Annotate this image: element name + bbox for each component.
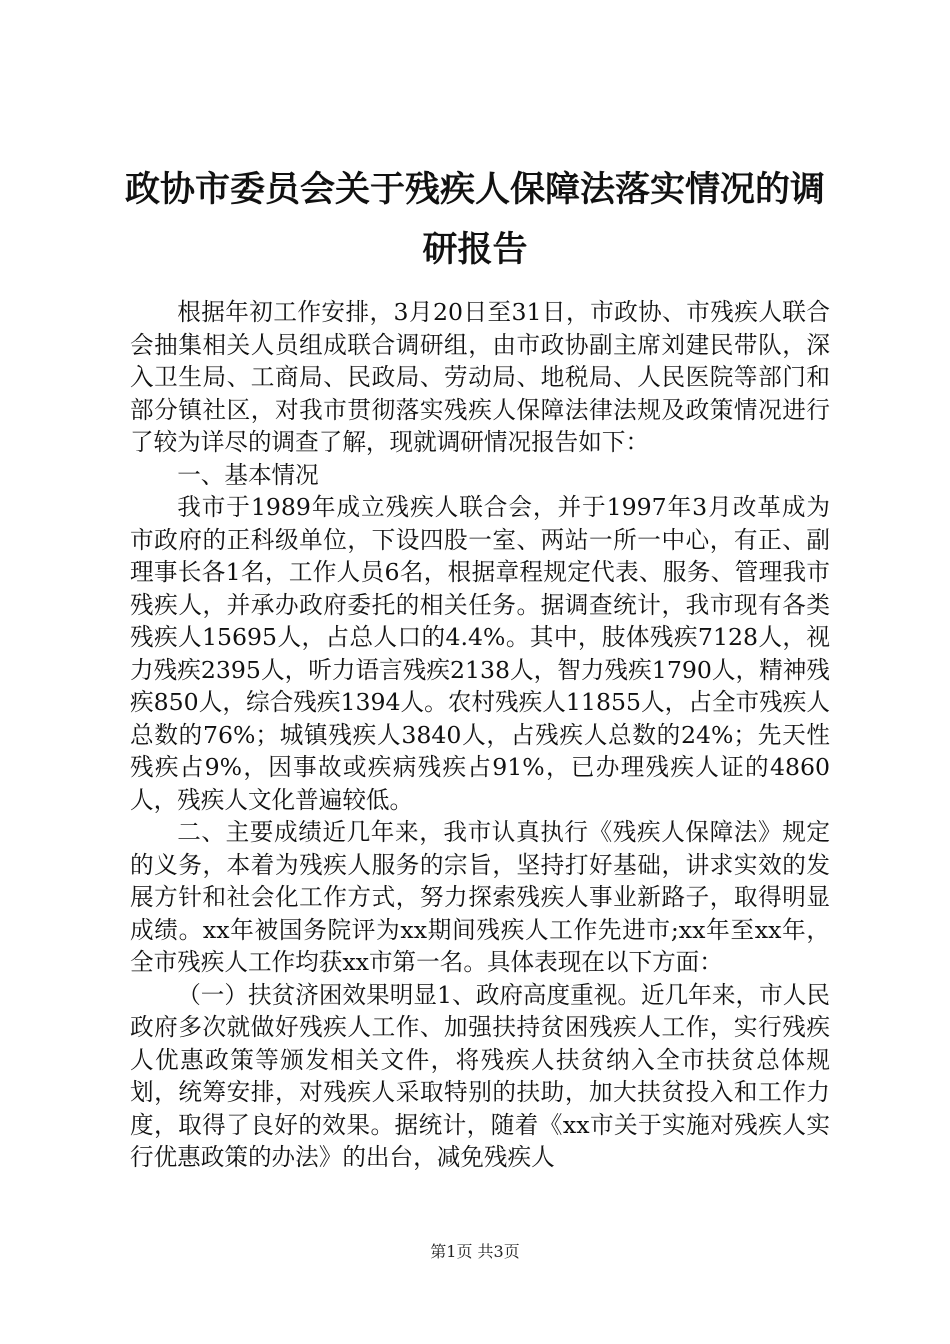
document-title: 政协市委员会关于残疾人保障法落实情况的调研报告 [124, 169, 825, 270]
section-heading-basic: 一、基本情况 [177, 460, 319, 489]
paragraph-basic-situation: 我市于1989年成立残疾人联合会，并于1997年3月改革成为市政府的正科级单位，下设四股一室、两站一所一中心，有正、副理事长各1名，工作人员6名，根据章程规定代表、服务、管理我市残疾人，并承办政府委托的相关任务。据调查统计，我市现有各类残疾人15695人，占总人口的4.4%。其中，肢体残疾7128人，视力残疾2395人，听力语言残疾2138人，智力残疾1790人，精神残疾850人，综合残疾1394人。农村残疾人11855人，占全市残疾人总数的76%；城镇残疾人3840人，占残疾人总数的24%；先天性残疾占9%，因事故或疾病残疾占91%，已办理残疾人证的4860人，残疾人文化普遍较低。 [130, 493, 830, 814]
paragraph-poverty-relief: （一）扶贫济困效果明显1、政府高度重视。近几年来，市人民政府多次就做好残疾人工作、加强扶持贫困残疾人工作，实行残疾人优惠政策等颁发相关文件，将残疾人扶贫纳入全市扶贫总体规划，统筹安排，对残疾人采取特别的扶助，加大扶贫投入和工作力度，取得了良好的效果。据统计，随着《xx市关于实施对残疾人实行优惠政策的办法》的出台，减免残疾人 [130, 980, 830, 1171]
paragraph-intro: 根据年初工作安排，3月20日至31日，市政协、市残疾人联合会抽集相关人员组成联合调研组，由市政协副主席刘建民带队，深入卫生局、工商局、民政局、劳动局、地税局、人民医院等部门和部分镇社区，对我市贯彻落实残疾人保障法律法规及政策情况进行了较为详尽的调查了解，现就调研情况报告如下： [130, 298, 830, 456]
page-footer: 第1页 共3页 [430, 1242, 520, 1261]
paragraph-achievements: 二、主要成绩近几年来，我市认真执行《残疾人保障法》规定的义务，本着为残疾人服务的宗旨，坚持打好基础，讲求实效的发展方针和社会化工作方式，努力探索残疾人事业新路子，取得明显成绩。xx年被国务院评为xx期间残疾人工作先进市;xx年至xx年，全市残疾人工作均获xx市第一名。具体表现在以下方面： [130, 818, 830, 976]
document-body [130, 296, 830, 1174]
